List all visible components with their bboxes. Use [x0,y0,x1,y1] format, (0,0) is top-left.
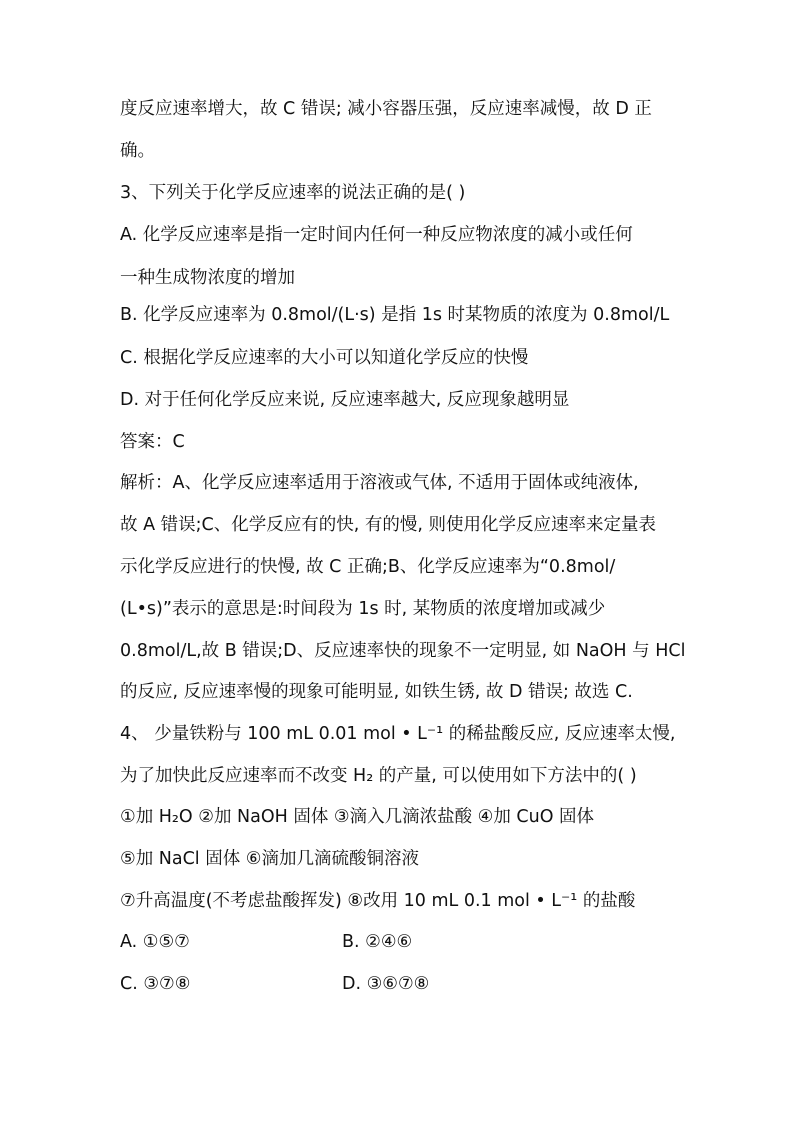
question-4-stem-line-1: 4、 少量铁粉与 100 mL 0.01 mol • L⁻¹ 的稀盐酸反应, 反应速率太慢, [120,724,676,744]
analysis-line-4: (L•s)”表示的意思是:时间段为 1s 时, 某物质的浓度增加或减少 [120,599,606,619]
question-4-stem-line-2: 为了加快此反应速率而不改变 H₂ 的产量, 可以使用如下方法中的( ) [120,766,637,786]
question-3-stem: 3、下列关于化学反应速率的说法正确的是( ) [120,183,466,203]
text-line-1: 度反应速率增大，故 C 错误; 减小容器压强，反应速率减慢，故 D 正 [120,99,652,119]
q4-answer-c: C. ③⑦⑧ [120,974,191,994]
q3-option-a-line-1: A. 化学反应速率是指一定时间内任何一种反应物浓度的减小或任何 [120,225,633,245]
analysis-line-2: 故 A 错误;C、化学反应有的快, 有的慢, 则使用化学反应速率来定量表 [120,515,656,535]
analysis-line-5: 0.8mol/L,故 B 错误;D、反应速率快的现象不一定明显, 如 NaOH 与 HCl [120,641,686,661]
text-line-2: 确。 [120,141,155,161]
q3-option-b: B. 化学反应速率为 0.8mol/(L·s) 是指 1s 时某物质的浓度为 0.8mol/L [120,305,670,325]
q4-answer-d: D. ③⑥⑦⑧ [342,974,430,994]
q3-option-a-line-2: 一种生成物浓度的增加 [120,268,295,288]
analysis-line-6: 的反应, 反应速率慢的现象可能明显, 如铁生锈, 故 D 错误; 故选 C. [120,682,633,702]
q4-methods-line-1: ①加 H₂O ②加 NaOH 固体 ③滴入几滴浓盐酸 ④加 CuO 固体 [120,807,595,827]
q3-option-d: D. 对于任何化学反应来说, 反应速率越大, 反应现象越明显 [120,390,570,410]
analysis-line-3: 示化学反应进行的快慢, 故 C 正确;B、化学反应速率为“0.8mol/ [120,557,616,577]
q3-option-c: C. 根据化学反应速率的大小可以知道化学反应的快慢 [120,348,529,368]
q4-methods-line-3: ⑦升高温度(不考虑盐酸挥发) ⑧改用 10 mL 0.1 mol • L⁻¹ 的盐酸 [120,891,636,911]
q4-answer-b: B. ②④⑥ [342,932,413,952]
q4-methods-line-2: ⑤加 NaCl 固体 ⑥滴加几滴硫酸铜溶液 [120,849,419,869]
analysis-line-1: 解析：A、化学反应速率适用于溶液或气体, 不适用于固体或纯液体, [120,473,639,493]
q4-answer-a: A. ①⑤⑦ [120,932,190,952]
q3-answer: 答案：C [120,432,185,452]
